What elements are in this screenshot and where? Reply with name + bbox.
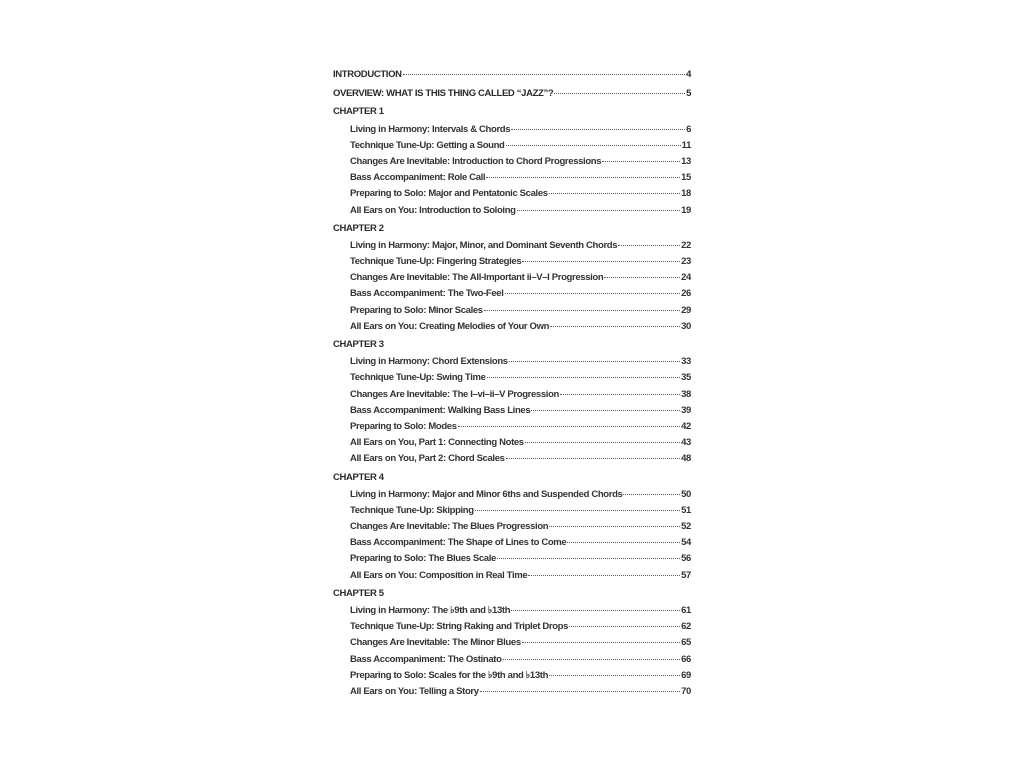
toc-item-title: All Ears on You: Creating Melodies of Your Own [350, 320, 550, 332]
toc-item-title: Changes Are Inevitable: Introduction to Chord Progressions [350, 155, 602, 167]
chapter-section [333, 470, 691, 583]
toc-entry-introduction [333, 66, 691, 82]
toc-item-title: Living in Harmony: The ♭9th and ♭13th [350, 605, 511, 616]
dot-leader [602, 151, 680, 162]
dot-leader [505, 283, 681, 294]
toc-item [333, 683, 691, 699]
dot-leader [550, 316, 680, 327]
toc-entry-overview [333, 85, 691, 101]
dot-leader [497, 548, 680, 559]
dot-leader [403, 64, 685, 75]
toc-entry-title: OVERVIEW: WHAT IS THIS THING CALLED “JAZZ”? [333, 88, 554, 100]
dot-leader [509, 351, 680, 362]
dot-leader [480, 681, 680, 692]
toc-item-title: Living in Harmony: Intervals & Chords [350, 123, 511, 135]
toc-item-page: 13 [681, 155, 691, 167]
toc-item-page: 42 [681, 420, 691, 432]
chapter-section [333, 586, 691, 699]
toc-item-title: All Ears on You: Introduction to Soloing [350, 204, 516, 216]
toc-entry-page: 5 [686, 88, 691, 100]
toc-item-page: 48 [681, 453, 691, 465]
toc-item-title: Changes Are Inevitable: The Minor Blues [350, 637, 521, 649]
toc-item-title: Preparing to Solo: Major and Pentatonic Scales [350, 188, 548, 200]
dot-leader [517, 200, 681, 211]
toc-item-page: 39 [681, 404, 691, 416]
toc-item-page: 54 [681, 537, 691, 549]
dot-leader [604, 267, 680, 278]
toc-item-page: 69 [681, 669, 691, 681]
toc-item-page: 43 [681, 437, 691, 449]
toc-item-page: 66 [681, 653, 691, 665]
toc-entry-page: 4 [686, 69, 691, 80]
toc-item-title: Technique Tune-Up: Getting a Sound [350, 139, 505, 151]
toc-item-title: Living in Harmony: Major and Minor 6ths and Suspended Chords [350, 488, 623, 500]
toc-item-page: 38 [681, 388, 691, 400]
dot-leader [554, 83, 685, 94]
toc-item-page: 61 [681, 605, 691, 616]
toc-item-title: Preparing to Solo: Scales for the ♭9th and ♭13th [350, 669, 549, 681]
toc-item-page: 23 [681, 256, 691, 268]
chapter-heading: CHAPTER 4 [333, 471, 384, 483]
dot-leader [475, 500, 680, 511]
toc-item-title: Preparing to Solo: Minor Scales [350, 304, 483, 316]
toc-item [333, 318, 691, 334]
toc-item-title: All Ears on You: Composition in Real Time [350, 569, 528, 581]
toc-item-page: 70 [681, 685, 691, 697]
dot-leader [560, 384, 680, 395]
dot-leader [528, 565, 680, 576]
toc-item-title: Technique Tune-Up: String Raking and Triplet Drops [350, 621, 569, 633]
chapter-list [333, 104, 691, 699]
dot-leader [484, 300, 680, 311]
toc-item-title: Changes Are Inevitable: The All-Important ii–V–I Progression [350, 272, 604, 284]
dot-leader [487, 367, 681, 378]
dot-leader [506, 135, 681, 146]
chapter-heading: CHAPTER 2 [333, 222, 384, 234]
toc-item-title: Preparing to Solo: Modes [350, 420, 457, 432]
toc-item-title: All Ears on You, Part 2: Chord Scales [350, 453, 505, 465]
toc-item [333, 202, 691, 218]
toc-item-title: Bass Accompaniment: The Ostinato [350, 653, 502, 665]
toc-item-title: Changes Are Inevitable: The Blues Progression [350, 521, 549, 533]
dot-leader [549, 665, 680, 676]
toc-item [333, 450, 691, 466]
dot-leader [531, 400, 680, 411]
toc-item-page: 52 [681, 521, 691, 533]
dot-leader [458, 416, 680, 427]
toc-item [333, 567, 691, 583]
toc-item-page: 6 [686, 123, 691, 135]
dot-leader [525, 432, 680, 443]
toc-item-title: Bass Accompaniment: The Shape of Lines to Come [350, 537, 567, 549]
toc-item-title: Technique Tune-Up: Swing Time [350, 372, 486, 384]
toc-item-title: All Ears on You, Part 1: Connecting Notes [350, 437, 524, 449]
toc-item-page: 19 [681, 204, 691, 216]
toc-item-title: Living in Harmony: Major, Minor, and Dominant Seventh Chords [350, 239, 618, 251]
toc-item-title: Changes Are Inevitable: The I–vi–ii–V Progression [350, 388, 559, 400]
chapter-heading: CHAPTER 1 [333, 106, 384, 118]
toc-item-page: 51 [681, 504, 691, 516]
toc-item-page: 24 [681, 272, 691, 284]
toc-item-page: 56 [681, 553, 691, 565]
dot-leader [511, 600, 680, 611]
toc-item-page: 29 [681, 304, 691, 316]
toc-item-page: 22 [681, 239, 691, 251]
dot-leader [506, 448, 681, 459]
toc-item-title: All Ears on You: Telling a Story [350, 685, 479, 697]
dot-leader [522, 251, 680, 262]
toc-item-title: Bass Accompaniment: The Two-Feel [350, 288, 504, 300]
dot-leader [549, 183, 680, 194]
chapter-heading: CHAPTER 5 [333, 587, 384, 599]
toc-item-title: Bass Accompaniment: Role Call [350, 172, 486, 184]
toc-item-title: Technique Tune-Up: Skipping [350, 504, 474, 516]
toc-item-page: 33 [681, 356, 691, 368]
chapter-section [333, 104, 691, 217]
toc-item-title: Bass Accompaniment: Walking Bass Lines [350, 404, 531, 416]
chapter-section [333, 221, 691, 334]
toc-item-page: 30 [681, 320, 691, 332]
toc-item-title: Preparing to Solo: The Blues Scale [350, 553, 496, 565]
table-of-contents [333, 66, 691, 699]
dot-leader [623, 484, 680, 495]
dot-leader [522, 632, 680, 643]
dot-leader [486, 167, 680, 178]
toc-item-page: 50 [681, 488, 691, 500]
toc-item-title: Technique Tune-Up: Fingering Strategies [350, 256, 522, 268]
dot-leader [511, 119, 685, 130]
toc-item-page: 15 [681, 172, 691, 184]
toc-item-page: 57 [681, 569, 691, 581]
chapter-heading: CHAPTER 3 [333, 339, 384, 350]
chapter-section [333, 337, 691, 467]
toc-item-title: Living in Harmony: Chord Extensions [350, 356, 508, 368]
dot-leader [618, 235, 680, 246]
dot-leader [567, 532, 680, 543]
toc-item-page: 65 [681, 637, 691, 649]
toc-entry-title: INTRODUCTION [333, 69, 402, 80]
dot-leader [569, 616, 680, 627]
toc-item-page: 11 [681, 139, 691, 151]
dot-leader [549, 516, 680, 527]
toc-item-page: 62 [681, 621, 691, 633]
dot-leader [503, 649, 681, 660]
toc-item-page: 35 [681, 372, 691, 384]
toc-item-page: 26 [681, 288, 691, 300]
toc-item-page: 18 [681, 188, 691, 200]
